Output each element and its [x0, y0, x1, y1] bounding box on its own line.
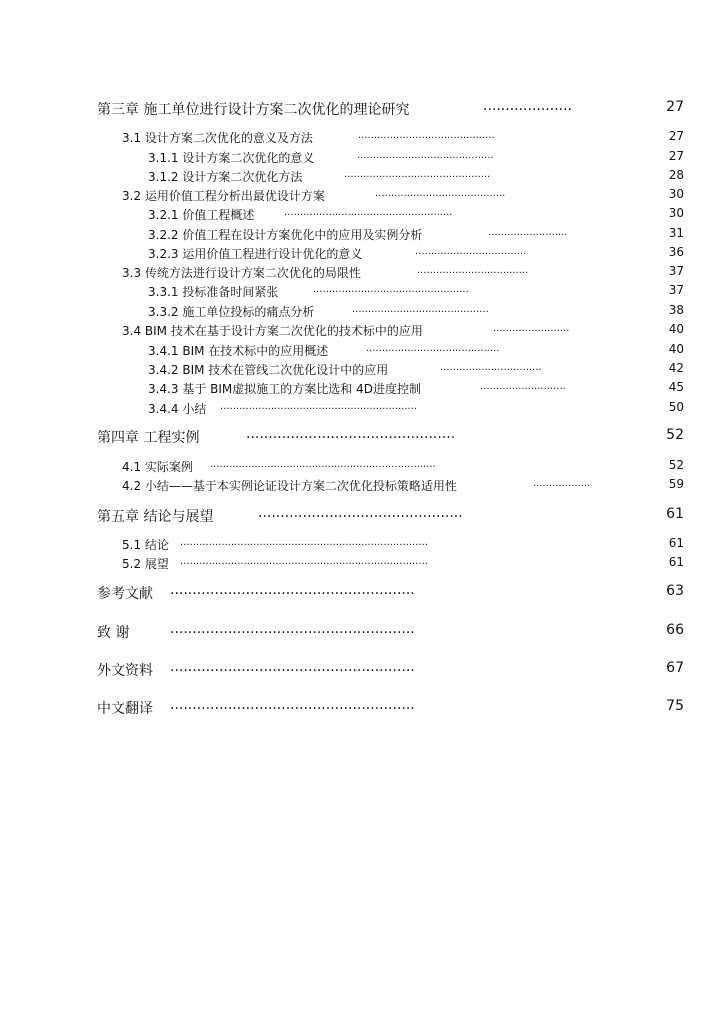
toc-entry-title: 3.4.3 基于 BIM虚拟施工的方案比选和 4D进度控制	[148, 382, 421, 396]
toc-dot-leader: .........................	[488, 227, 568, 238]
toc-entry-title: 4.2 小结——基于本实例论证设计方案二次优化投标策略适用性	[122, 479, 457, 493]
toc-chapter-entry	[0, 427, 724, 449]
toc-page-number: 52	[668, 458, 684, 472]
toc-dot-leader: ...................................	[415, 246, 527, 257]
toc-entry-title: 第四章 工程实例	[97, 430, 200, 446]
toc-page-number: 30	[668, 187, 684, 201]
toc-page-number: 59	[668, 477, 684, 491]
toc-entry-title: 5.2 展望	[122, 557, 169, 571]
toc-dot-leader: ...................................	[417, 265, 529, 276]
toc-entry-title: 3.3.1 投标准备时间紧张	[148, 285, 279, 299]
toc-page-number: 27	[666, 99, 684, 115]
toc-entry-title: 中文翻译	[97, 701, 153, 717]
toc-dot-leader: .......................................................	[170, 621, 415, 637]
toc-page-number: 61	[666, 506, 684, 522]
toc-entry-title: 3.2.1 价值工程概述	[148, 208, 255, 222]
toc-chapter-entry	[0, 99, 724, 121]
toc-entry-title: 3.1.2 设计方案二次优化方法	[148, 170, 303, 184]
toc-page-number: 40	[668, 342, 684, 356]
toc-page-number: 75	[666, 698, 684, 714]
toc-chapter-entry	[0, 698, 724, 720]
toc-section-entry	[0, 399, 724, 421]
toc-page-number: 37	[668, 283, 684, 297]
toc-page-number: 40	[668, 322, 684, 336]
toc-page-number: 31	[668, 226, 684, 240]
toc-entry-title: 参考文献	[97, 586, 153, 602]
toc-chapter-entry	[0, 506, 724, 528]
toc-chapter-entry	[0, 583, 724, 605]
toc-dot-leader: ................................	[440, 362, 542, 373]
toc-dot-leader: ..............................................................	[220, 401, 418, 412]
toc-section-entry	[0, 321, 724, 343]
toc-entry-title: 3.1 设计方案二次优化的意义及方法	[122, 131, 313, 145]
toc-dot-leader: ....................	[483, 98, 573, 114]
toc-dot-leader: ..............................................	[258, 505, 463, 521]
toc-dot-leader: .................................................	[313, 284, 469, 295]
toc-entry-title: 5.1 结论	[122, 538, 169, 552]
toc-dot-leader: ...........................	[480, 381, 566, 392]
toc-entry-title: 4.1 实际案例	[122, 460, 193, 474]
toc-page-number: 37	[668, 264, 684, 278]
toc-page-number: 30	[668, 206, 684, 220]
toc-dot-leader: ..........................................	[366, 343, 500, 354]
toc-page-number: 67	[666, 660, 684, 676]
toc-dot-leader: ........................	[493, 323, 570, 334]
toc-page-number: 50	[668, 400, 684, 414]
toc-entry-title: 3.2.2 价值工程在设计方案优化中的应用及实例分析	[148, 228, 423, 242]
toc-entry-title: 3.4.4 小结	[148, 402, 207, 416]
toc-dot-leader: ...............................................	[246, 426, 456, 442]
toc-page-number: 36	[668, 245, 684, 259]
toc-section-entry	[0, 476, 724, 498]
toc-dot-leader: ...........................................	[358, 130, 495, 141]
toc-page-number: 66	[666, 622, 684, 638]
toc-dot-leader: .......................................................................	[210, 459, 436, 470]
toc-entry-title: 3.4.1 BIM 在技术标中的应用概述	[148, 344, 329, 358]
toc-page-number: 27	[668, 129, 684, 143]
toc-section-entry	[0, 128, 724, 150]
toc-page-number: 63	[666, 583, 684, 599]
toc-page-number: 61	[668, 536, 684, 550]
toc-page-number: 38	[668, 303, 684, 317]
toc-page-number: 52	[666, 427, 684, 443]
toc-dot-leader: .........................................	[375, 188, 506, 199]
toc-entry-title: 3.4.2 BIM 技术在管线二次优化设计中的应用	[148, 363, 389, 377]
toc-entry-title: 致 谢	[97, 625, 130, 641]
toc-dot-leader: ..............................................................................	[180, 556, 428, 567]
toc-dot-leader: ..............................................	[344, 169, 491, 180]
toc-entry-title: 3.4 BIM 技术在基于设计方案二次优化的技术标中的应用	[122, 324, 423, 338]
toc-dot-leader: ..................	[533, 478, 591, 489]
toc-entry-title: 3.1.1 设计方案二次优化的意义	[148, 151, 315, 165]
toc-section-entry	[0, 554, 724, 576]
toc-chapter-entry	[0, 622, 724, 644]
toc-page-number: 45	[668, 380, 684, 394]
toc-entry-title: 3.2 运用价值工程分析出最优设计方案	[122, 189, 325, 203]
toc-page-number: 28	[668, 168, 684, 182]
toc-entry-title: 3.2.3 运用价值工程进行设计优化的意义	[148, 247, 363, 261]
toc-section-entry	[0, 379, 724, 401]
toc-dot-leader: ..............................................................................	[180, 537, 428, 548]
toc-dot-leader: .......................................................	[170, 697, 415, 713]
toc-dot-leader: ...........................................	[357, 150, 494, 161]
toc-entry-title: 第五章 结论与展望	[97, 509, 214, 525]
toc-chapter-entry	[0, 660, 724, 682]
toc-dot-leader: .....................................................	[284, 207, 453, 218]
toc-entry-title: 3.3.2 施工单位投标的痛点分析	[148, 305, 315, 319]
toc-dot-leader: .......................................................	[170, 582, 415, 598]
toc-section-entry	[0, 205, 724, 227]
toc-entry-title: 外文资料	[97, 663, 153, 679]
toc-dot-leader: ...........................................	[352, 304, 489, 315]
toc-page-number: 61	[668, 555, 684, 569]
toc-page-number: 27	[668, 149, 684, 163]
toc-section-entry	[0, 282, 724, 304]
toc-entry-title: 第三章 施工单位进行设计方案二次优化的理论研究	[97, 102, 410, 118]
toc-dot-leader: .......................................................	[170, 659, 415, 675]
toc-page-number: 42	[668, 361, 684, 375]
toc-entry-title: 3.3 传统方法进行设计方案二次优化的局限性	[122, 266, 361, 280]
